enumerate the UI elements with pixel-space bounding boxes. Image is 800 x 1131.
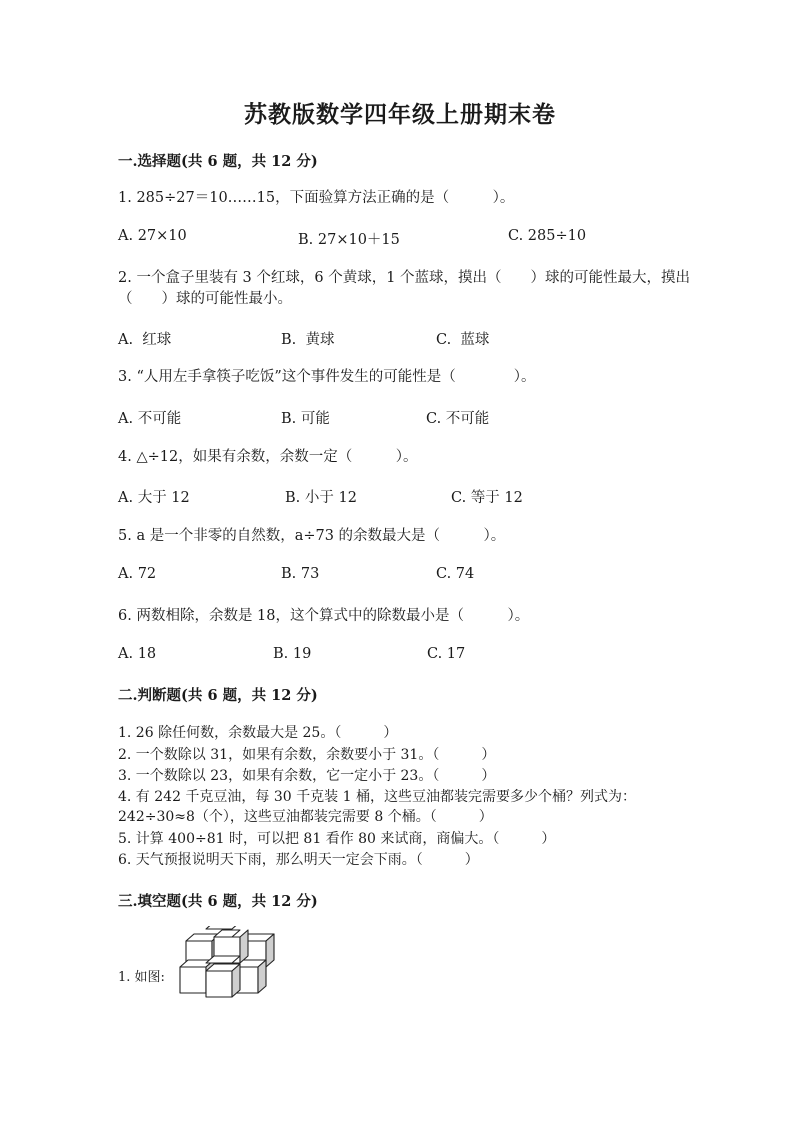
choice-question-3: 3. “人用左手拿筷子吃饭”这个事件发生的可能性是（ ）。 — [118, 369, 536, 385]
option-c: C. 285÷10 — [508, 228, 587, 244]
option-b: B. 73 — [281, 566, 320, 582]
section-heading-judge: 二.判断题(共 6 题，共 12 分) — [118, 687, 318, 704]
choice-question-6: 6. 两数相除，余数是 18，这个算式中的除数最小是（ ）。 — [118, 608, 530, 624]
judge-question-4: 4. 有 242 千克豆油，每 30 千克装 1 桶，这些豆油都装完需要多少个桶？列式为：242÷30≈8（个），这些豆油都装完需要 8 个桶。（ ） — [118, 789, 636, 825]
fill-question-1: 1. 如图: — [118, 970, 165, 985]
option-a: A. 72 — [118, 566, 157, 582]
option-b: B. 27×10＋15 — [298, 232, 400, 248]
option-c: C. 17 — [427, 646, 466, 662]
judge-question-6: 6. 天气预报说明天下雨，那么明天一定会下雨。（ ） — [118, 852, 479, 868]
judge-question-2: 2. 一个数除以 31，如果有余数，余数要小于 31。（ ） — [118, 747, 496, 763]
cube-stack-figure-icon — [176, 926, 288, 1006]
option-b: B. 可能 — [281, 411, 330, 427]
option-a: A. 27×10 — [118, 228, 187, 244]
option-b: B. 小于 12 — [285, 490, 357, 506]
option-a: A. 18 — [118, 646, 157, 662]
section-heading-choice: 一.选择题(共 6 题，共 12 分) — [118, 153, 318, 170]
option-c: C. 74 — [436, 566, 475, 582]
option-b: B. 19 — [273, 646, 312, 662]
choice-question-4: 4. △÷12，如果有余数，余数一定（ ）。 — [118, 449, 418, 465]
choice-options-1 — [118, 228, 718, 250]
option-c: C. 等于 12 — [451, 490, 523, 506]
choice-options-5 — [118, 566, 718, 588]
judge-question-3: 3. 一个数除以 23，如果有余数，它一定小于 23。（ ） — [118, 768, 496, 784]
option-a: A. 大于 12 — [118, 490, 190, 506]
choice-options-3 — [118, 407, 718, 429]
option-a: A. 红球 — [118, 332, 172, 348]
choice-options-6 — [118, 646, 718, 668]
choice-options-4 — [118, 486, 718, 508]
choice-question-2: 2. 一个盒子里装有 3 个红球，6 个黄球，1 个蓝球，摸出（ ）球的可能性最大，摸出（ ）球的可能性最小。 — [118, 270, 691, 307]
option-c: C. 不可能 — [426, 411, 490, 427]
option-c: C. 蓝球 — [436, 332, 490, 348]
option-a: A. 不可能 — [118, 411, 182, 427]
exam-title: 苏教版数学四年级上册期末卷 — [244, 101, 556, 128]
choice-options-2 — [118, 328, 718, 350]
section-heading-fill: 三.填空题(共 6 题，共 12 分) — [118, 893, 318, 910]
choice-question-1: 1. 285÷27＝10……15，下面验算方法正确的是（ ）。 — [118, 190, 515, 206]
judge-question-5: 5. 计算 400÷81 时，可以把 81 看作 80 来试商，商偏大。（ ） — [118, 831, 556, 847]
choice-question-5: 5. a 是一个非零的自然数，a÷73 的余数最大是（ ）。 — [118, 528, 506, 544]
option-b: B. 黄球 — [281, 332, 335, 348]
judge-question-1: 1. 26 除任何数，余数最大是 25。（ ） — [118, 725, 398, 741]
